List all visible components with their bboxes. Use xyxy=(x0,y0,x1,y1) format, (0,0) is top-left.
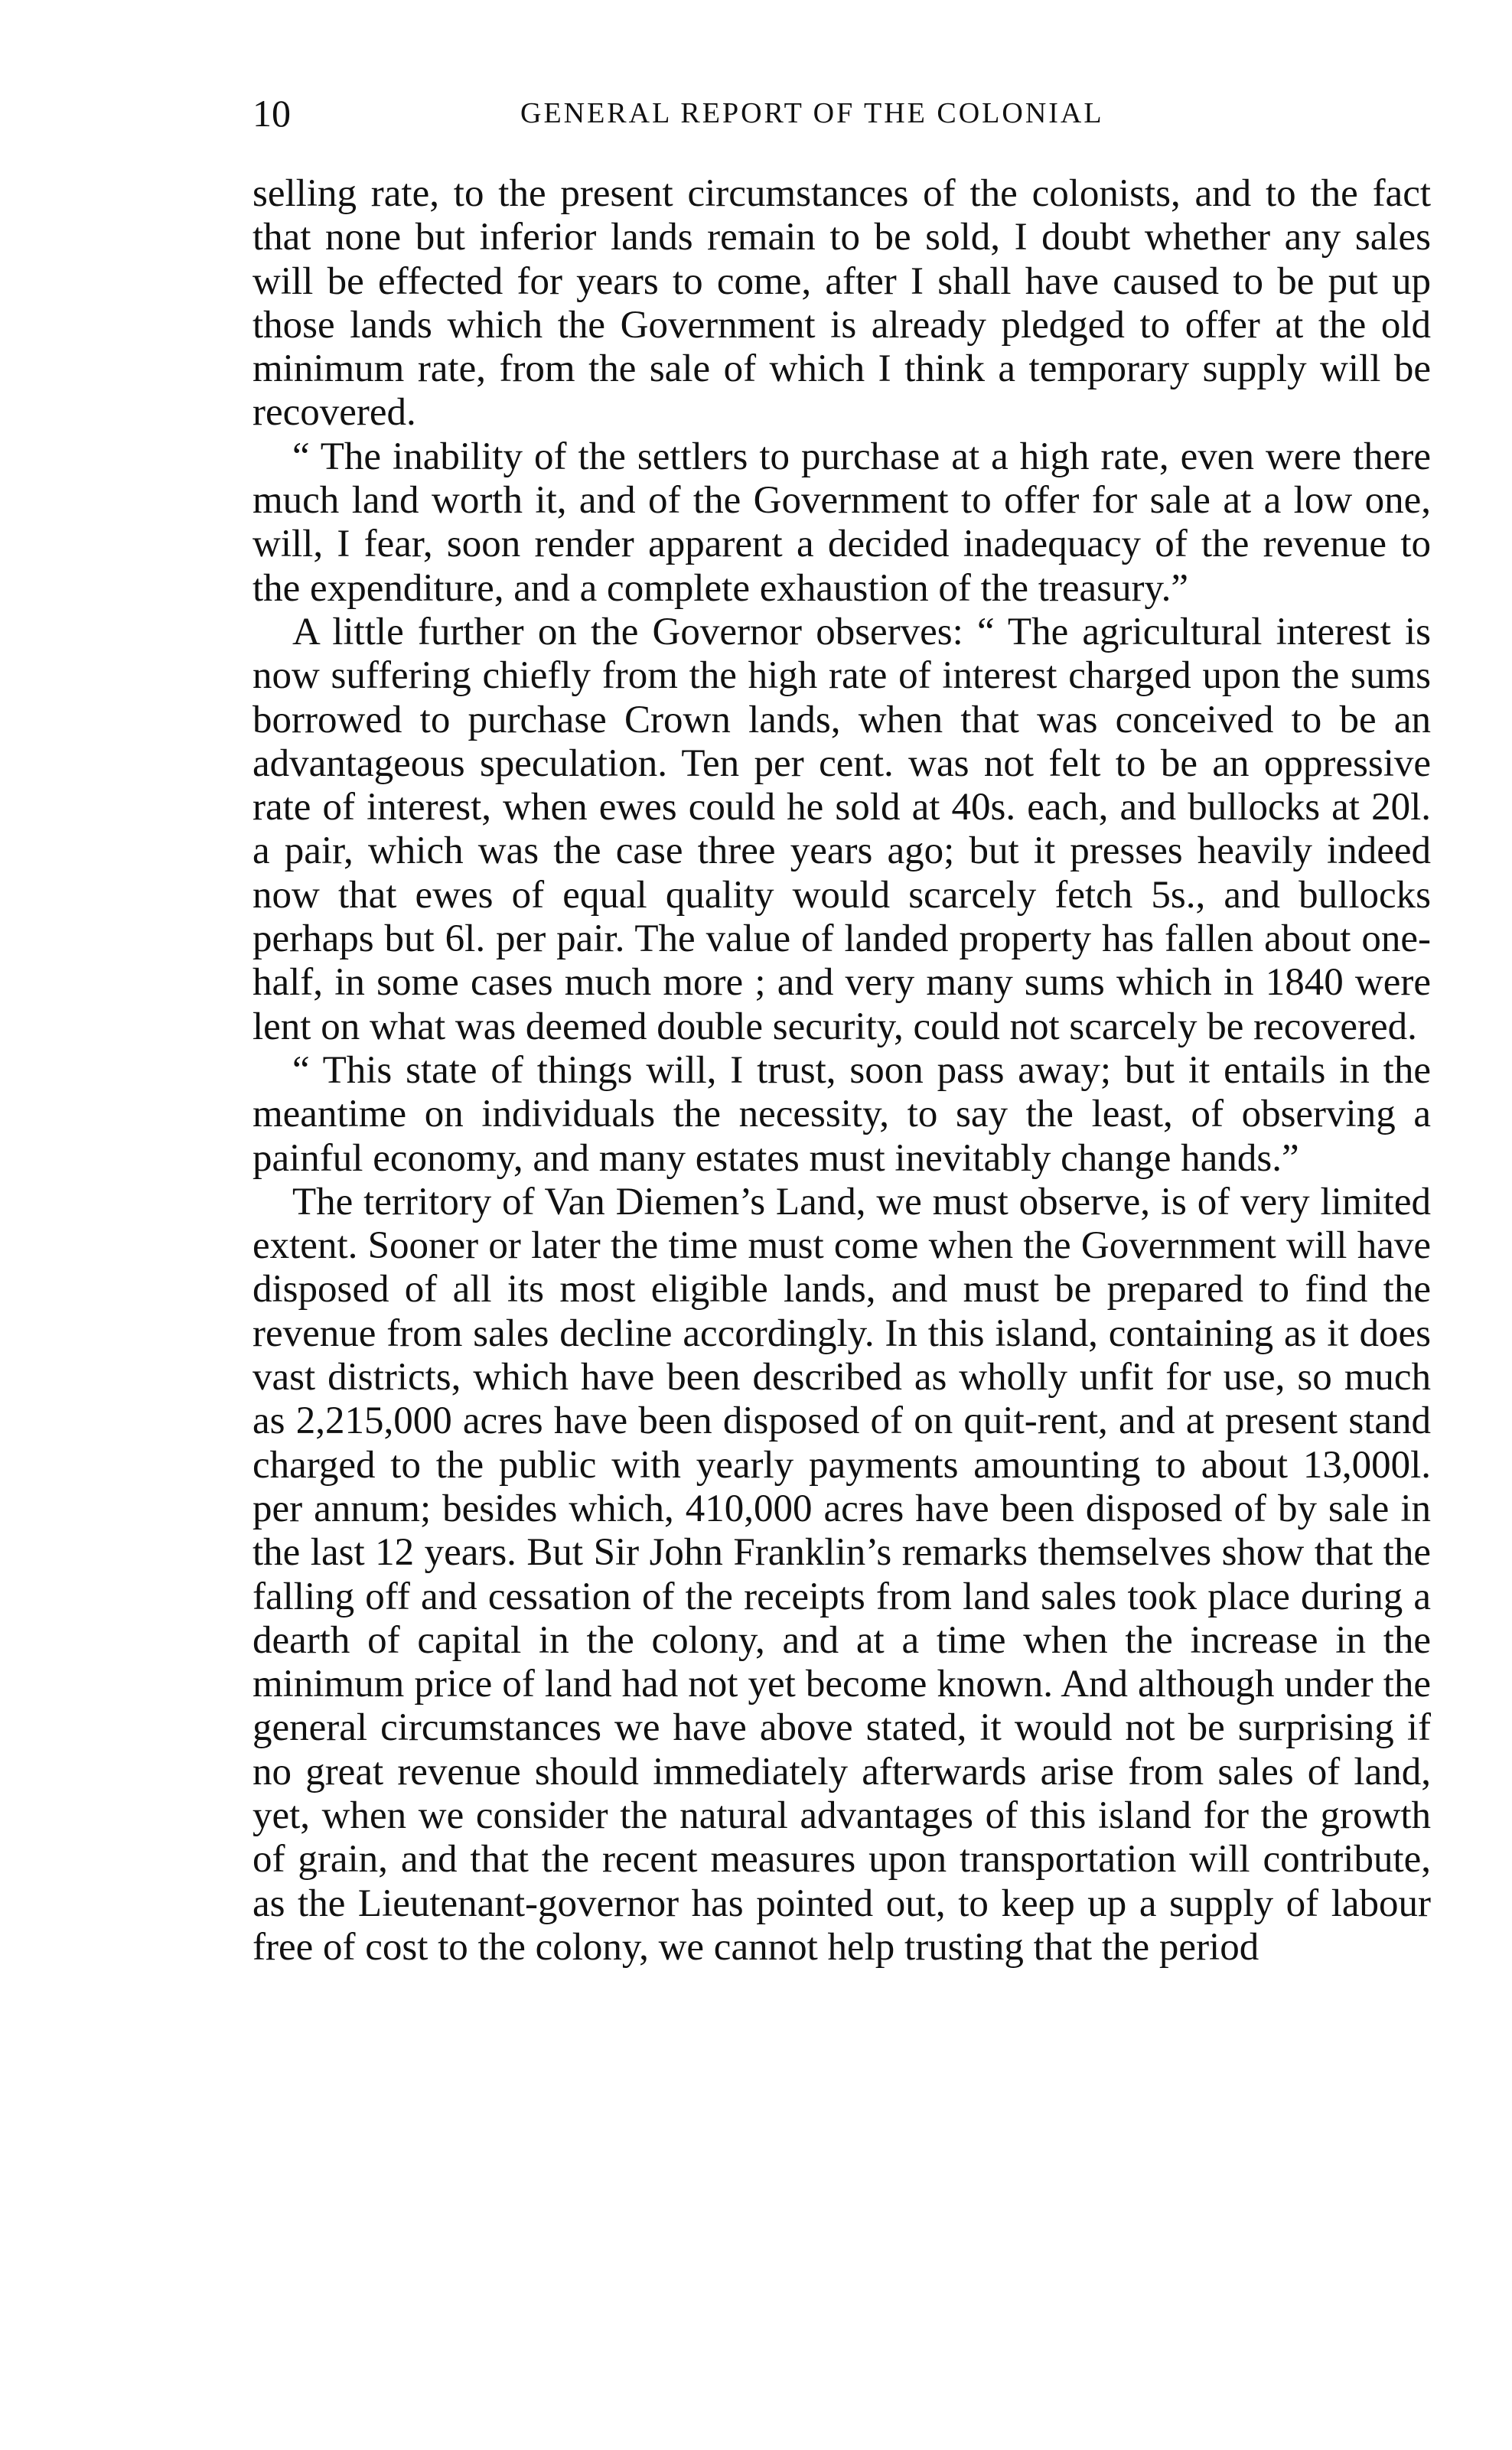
paragraph: The territory of Van Diemen’s Land, we must observe, is of very limited extent. Sooner or later the time must come when the Government will have disposed of all its most eligible lands, and must be prepared to find the revenue from sales decline accordingly. In this island, containing as it does vast districts, which have been described as wholly unfit for use, so much as 2,215,000 acres have been disposed of on quit-rent, and at present stand charged to the public with yearly payments amounting to about 13,000l. per annum; besides which, 410,000 acres have been disposed of by sale in the last 12 years. But Sir John Franklin’s remarks themselves show that the falling off and cessation of the receipts from land sales took place during a dearth of capital in the colony, and at a time when the increase in the minimum price of land had not yet become known. And although under the general circumstances we have above stated, it would not be surprising if no great revenue should immediately afterwards arise from sales of land, yet, when we consider the natural advantages of this island for the growth of grain, and that the recent measures upon transportation will contribute, as the Lieutenant-governor has pointed out, to keep up a supply of labour free of cost to the colony, we cannot help trusting that the period xyxy=(253,1180,1431,1969)
paragraph: selling rate, to the present circumstances of the colonists, and to the fact that none but inferior lands remain to be sold, I doubt whether any sales will be effected for years to come, after I shall have caused to be put up those lands which the Government is already pledged to offer at the old minimum rate, from the sale of which I think a temporary supply will be recovered. xyxy=(253,172,1431,435)
paragraph: “ This state of things will, I trust, soon pass away; but it entails in the meantime on individuals the necessity, to say the least, of observing a painful economy, and many estates must inevitably change hands.” xyxy=(253,1048,1431,1180)
page-header xyxy=(253,90,1431,136)
running-title: GENERAL REPORT OF THE COLONIAL xyxy=(520,97,1104,129)
paragraph: “ The inability of the settlers to purchase at a high rate, even were there much land worth it, and of the Government to offer for sale at a low one, will, I fear, soon render apparent a decided inadequacy of the revenue to the expenditure, and a complete exhaustion of the treasury.” xyxy=(253,435,1431,610)
paragraph: A little further on the Governor observes: “ The agricultural interest is now suffering chiefly from the high rate of interest charged upon the sums borrowed to purchase Crown lands, when that was conceived to be an advantageous speculation. Ten per cent. was not felt to be an oppressive rate of interest, when ewes could he sold at 40s. each, and bullocks at 20l. a pair, which was the case three years ago; but it presses heavily indeed now that ewes of equal quality would scarcely fetch 5s., and bullocks perhaps but 6l. per pair. The value of landed property has fallen about one-half, in some cases much more ; and very many sums which in 1840 were lent on what was deemed double security, could not scarcely be recovered. xyxy=(253,610,1431,1048)
page-number: 10 xyxy=(253,92,291,135)
body-text xyxy=(253,172,1431,1969)
